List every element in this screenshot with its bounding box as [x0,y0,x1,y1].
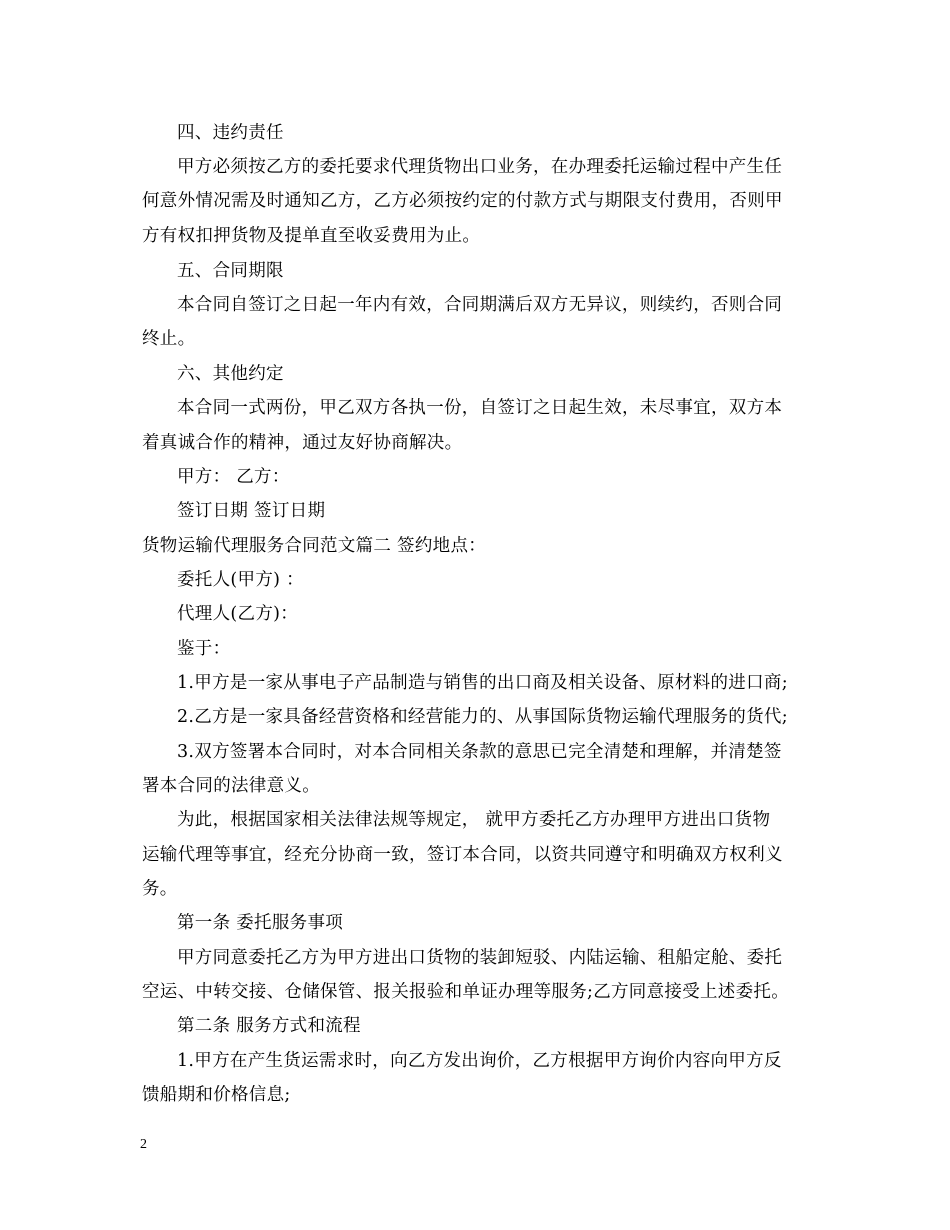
paragraph-line: 方有权扣押货物及提单直至收妥费用为止。 [142,226,481,246]
paragraph-line: 馈船期和价格信息; [142,1085,291,1105]
paragraph-line: 本合同自签订之日起一年内有效，合同期满后双方无异议，则续约，否则合同 [177,295,783,315]
agent-party-b: 代理人(乙方)： [177,604,299,624]
paragraph-line: 为此，根据国家相关法律法规等规定， 就甲方委托乙方办理甲方进出口货物 [177,810,771,830]
paragraph-line: 甲方必须按乙方的委托要求代理货物出口业务，在办理委托运输过程中产生任 [177,157,783,177]
signing-dates: 签订日期 签订日期 [177,501,326,521]
paragraph-line: 务。 [142,879,178,899]
section-title-contract-two: 货物运输代理服务合同范文篇二 签约地点： [142,536,487,556]
paragraph-line: 1.甲方在产生货运需求时，向乙方发出询价，乙方根据甲方询价内容向甲方反 [177,1051,782,1071]
article-two-heading: 第二条 服务方式和流程 [177,1016,361,1036]
paragraph-line: 终止。 [142,329,196,349]
article-one-heading: 第一条 委托服务事项 [177,913,344,933]
heading-contract-term: 五、合同期限 [177,261,284,281]
paragraph-line: 空运、中转交接、仓储保管、报关报验和单证办理等服务;乙方同意接受上述委托。 [142,982,789,1002]
principal-party-a: 委托人(甲方) ： [177,570,304,590]
paragraph-line: 本合同一式两份，甲乙双方各执一份，自签订之日起生效，未尽事宜，双方本 [177,398,783,418]
page-number: 2 [140,1137,147,1152]
recital-item: 1.甲方是一家从事电子产品制造与销售的出口商及相关设备、原材料的进口商; [177,673,788,693]
paragraph-line: 甲方同意委托乙方为甲方进出口货物的装卸短驳、内陆运输、租船定舱、委托 [177,948,783,968]
paragraph-line: 署本合同的法律意义。 [142,776,320,796]
recital-item: 2.乙方是一家具备经营资格和经营能力的、从事国际货物运输代理服务的货代; [177,707,788,727]
paragraph-line: 运输代理等事宜，经充分协商一致，签订本合同，以资共同遵守和明确双方权利义 [142,845,783,865]
paragraph-line: 着真诚合作的精神，通过友好协商解决。 [142,433,463,453]
recital-item: 3.双方签署本合同时，对本合同相关条款的意思已完全清楚和理解，并清楚签 [177,742,782,762]
heading-other-terms: 六、其他约定 [177,364,284,384]
party-signatures: 甲方： 乙方： [177,467,290,487]
heading-breach-liability: 四、违约责任 [177,123,284,143]
whereas-heading: 鉴于： [177,639,231,659]
paragraph-line: 何意外情况需及时通知乙方，乙方必须按约定的付款方式与期限支付费用，否则甲 [142,191,783,211]
